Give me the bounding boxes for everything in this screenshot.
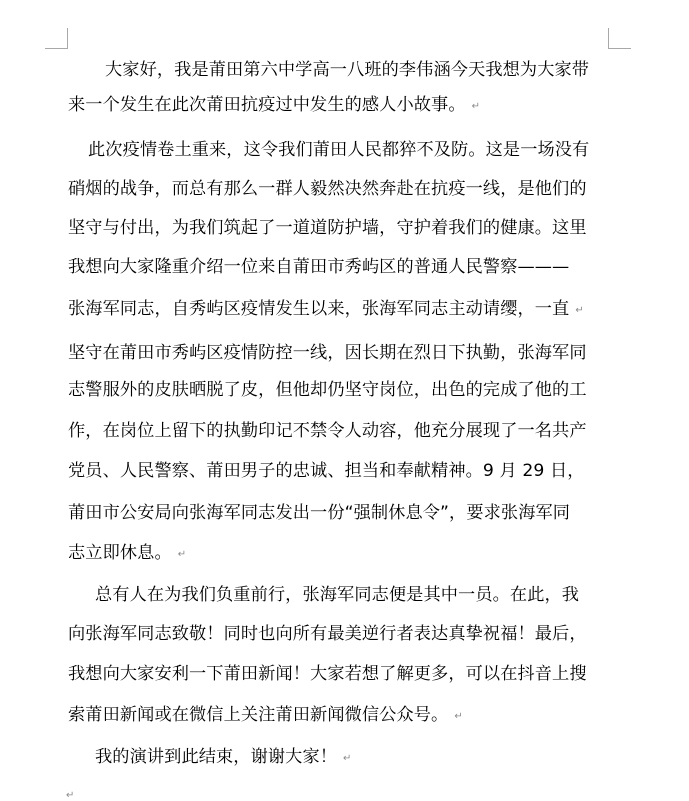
- paragraph-mark-icon: ↵: [177, 549, 187, 560]
- top-left-margin-marker: [45, 28, 69, 50]
- text-line: 大家好，我是莆田第六中学高一八班的李伟涵今天我想为大家带: [105, 60, 590, 80]
- text-line: 志警服外的皮肤晒脱了皮，但他却仍坚守岗位，出色的完成了他的工: [68, 380, 587, 400]
- text-line: 我想向大家隆重介绍一位来自莆田市秀屿区的普通人民警察———: [68, 257, 570, 277]
- paragraph-mark-icon: ↵: [66, 790, 75, 801]
- text-line: 党员、人民警察、莆田男子的忠诚、担当和奉献精神。9 月 29 日，: [68, 461, 585, 481]
- text-line: 向张海军同志致敬！同时也向所有最美逆行者表达真挚祝福！最后，: [68, 624, 587, 644]
- text-line: 我想向大家安利一下莆田新闻！大家若想了解更多，可以在抖音上搜: [68, 664, 587, 684]
- text-line: 硝烟的战争，而总有那么一群人毅然决然奔赴在抗疫一线，是他们的: [68, 179, 587, 199]
- text-line: 坚守与付出，为我们筑起了一道道防护墙，守护着我们的健康。这里: [68, 218, 587, 238]
- top-right-margin-marker: [608, 28, 632, 50]
- text-line: 莆田市公安局向张海军同志发出一份“强制休息令”，要求张海军同: [68, 503, 571, 523]
- text-line: 总有人在为我们负重前行，张海军同志便是其中一员。在此，我: [95, 585, 580, 605]
- text-line: 我的演讲到此结束，谢谢大家！ ↵: [95, 747, 352, 767]
- text-line: 索莆田新闻或在微信上关注莆田新闻微信公众号。 ↵: [68, 705, 463, 725]
- text-line: 作，在岗位上留下的执勤印记不禁令人动容，他充分展现了一名共产: [68, 421, 587, 441]
- text-line: 志立即休息。 ↵: [68, 543, 187, 563]
- paragraph-mark-icon: ↵: [575, 305, 584, 316]
- text-line: 来一个发生在此次莆田抗疫过中发生的感人小故事。 ↵: [68, 95, 481, 115]
- paragraph-mark-icon: ↵: [343, 753, 352, 764]
- text-line: 此次疫情卷土重来，这令我们莆田人民都猝不及防。这是一场没有: [88, 140, 590, 160]
- text-line: 张海军同志，自秀屿区疫情发生以来，张海军同志主动请缨，一直 ↵: [68, 299, 584, 319]
- paragraph-mark-icon: ↵: [471, 101, 481, 112]
- text-line: 坚守在莆田市秀屿区疫情防控一线，因长期在烈日下执勤，张海军同: [68, 343, 587, 363]
- paragraph-mark-icon: ↵: [454, 711, 463, 722]
